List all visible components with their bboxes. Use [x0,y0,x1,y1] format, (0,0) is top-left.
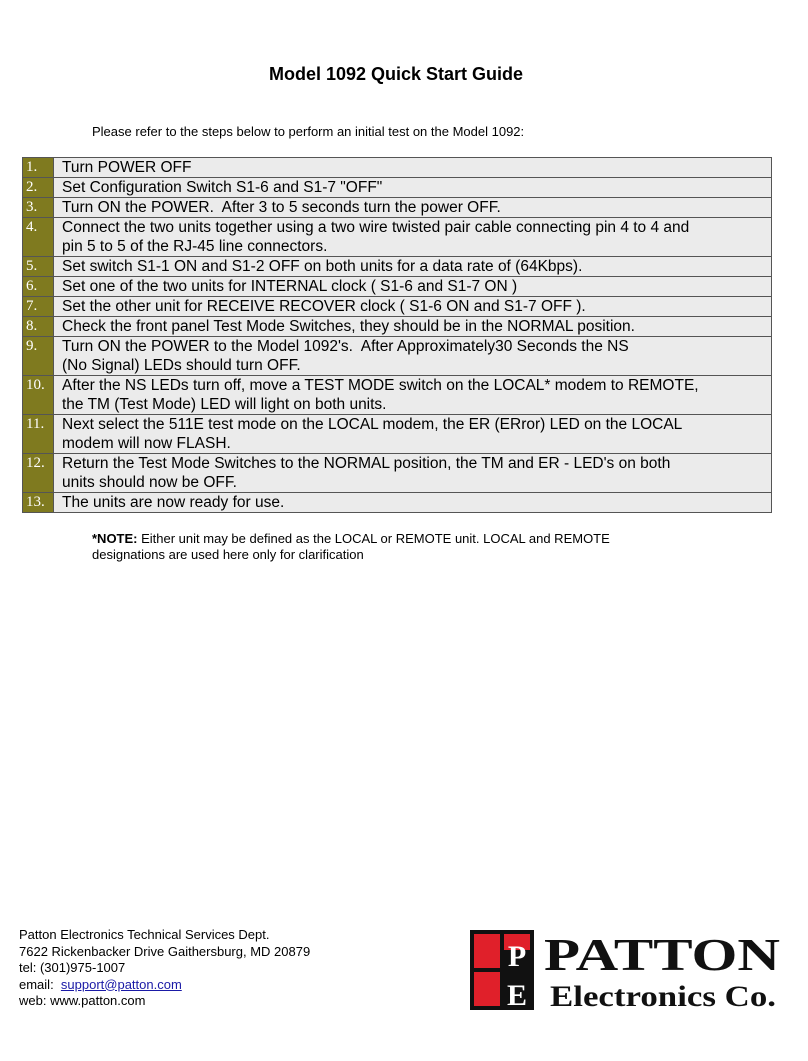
step-row [23,178,772,198]
step-row [23,277,772,297]
step-text-line: After the NS LEDs turn off, move a TEST MODE switch on the LOCAL* modem to REMOTE, [62,377,699,394]
step-text [54,297,772,317]
step-text [54,493,772,513]
step-text [54,158,772,178]
logo-mark-red-3 [474,972,500,1006]
step-number: 4. [23,218,54,257]
step-text-line: (No Signal) LEDs should turn OFF. [62,357,301,374]
step-text [54,415,772,454]
step-row [23,158,772,178]
step-text [54,317,772,337]
step-number: 9. [23,337,54,376]
note [92,531,692,563]
step-text-line: Set switch S1-1 ON and S1-2 OFF on both units for a data rate of (64Kbps). [62,258,583,275]
contact-web: web: www.patton.com [19,993,146,1008]
logo-mark-bottom: E [506,979,528,1012]
note-line-2: designations are used here only for clarification [92,547,364,562]
logo-mark-top: P [507,940,527,973]
step-text-line: Connect the two units together using a two wire twisted pair cable connecting pin 4 to 4 and [62,219,690,236]
logo-word-patton: PATTON [544,929,780,980]
step-row [23,297,772,317]
step-number: 10. [23,376,54,415]
step-text-line: units should now be OFF. [62,474,237,491]
step-row [23,218,772,257]
step-number: 12. [23,454,54,493]
step-number: 13. [23,493,54,513]
step-number: 1. [23,158,54,178]
step-text-line: pin 5 to 5 of the RJ-45 line connectors. [62,238,328,255]
step-number: 3. [23,198,54,218]
step-number: 2. [23,178,54,198]
step-row [23,454,772,493]
step-text-line: Turn POWER OFF [62,159,192,176]
intro-text: Please refer to the steps below to perform an initial test on the Model 1092: [92,124,525,139]
step-row [23,337,772,376]
step-row [23,198,772,218]
step-number: 5. [23,257,54,277]
step-row [23,415,772,454]
steps-body [23,158,772,513]
logo-word-electronics: Electronics Co. [550,980,776,1013]
contact-email-row [19,977,310,994]
step-number: 6. [23,277,54,297]
step-text-line: Turn ON the POWER to the Model 1092's. After Approximately30 Seconds the NS [62,338,629,355]
step-text-line: Turn ON the POWER. After 3 to 5 seconds turn the power OFF. [62,199,501,216]
page-title: Model 1092 Quick Start Guide [268,64,524,84]
note-label: *NOTE: [92,531,138,546]
step-number: 8. [23,317,54,337]
step-text [54,178,772,198]
step-text [54,376,772,415]
note-line-1: Either unit may be defined as the LOCAL or REMOTE unit. LOCAL and REMOTE [137,531,610,546]
step-text [54,337,772,376]
patton-logo [468,926,784,1014]
step-text-line: modem will now FLASH. [62,435,231,452]
step-text [54,198,772,218]
step-text-line: the TM (Test Mode) LED will light on both units. [62,396,387,413]
step-row [23,317,772,337]
step-text-line: Return the Test Mode Switches to the NORMAL position, the TM and ER - LED's on both [62,455,671,472]
steps-table [22,157,772,513]
email-label: email: [19,976,61,992]
step-text [54,277,772,297]
email-link[interactable]: support@patton.com [60,976,182,992]
contact-dept: Patton Electronics Technical Services Dept. [19,927,270,942]
logo-mark-red-1 [474,934,500,968]
contact-block [19,927,310,1010]
step-text [54,454,772,493]
step-text-line: Set one of the two units for INTERNAL clock ( S1-6 and S1-7 ON ) [62,278,518,295]
contact-address: 7622 Rickenbacker Drive Gaithersburg, MD 20879 [19,943,311,959]
step-row [23,493,772,513]
step-row [23,376,772,415]
step-number: 7. [23,297,54,317]
step-number: 11. [23,415,54,454]
step-text-line: The units are now ready for use. [62,494,285,511]
step-text-line: Check the front panel Test Mode Switches, they should be in the NORMAL position. [62,318,635,335]
step-text [54,257,772,277]
step-row [23,257,772,277]
step-text-line: Next select the 511E test mode on the LOCAL modem, the ER (ERror) LED on the LOCAL [62,416,683,433]
step-text-line: Set Configuration Switch S1-6 and S1-7 "OFF" [62,179,383,196]
step-text [54,218,772,257]
step-text-line: Set the other unit for RECEIVE RECOVER clock ( S1-6 ON and S1-7 OFF ). [62,298,586,315]
contact-tel: tel: (301)975-1007 [19,960,126,975]
